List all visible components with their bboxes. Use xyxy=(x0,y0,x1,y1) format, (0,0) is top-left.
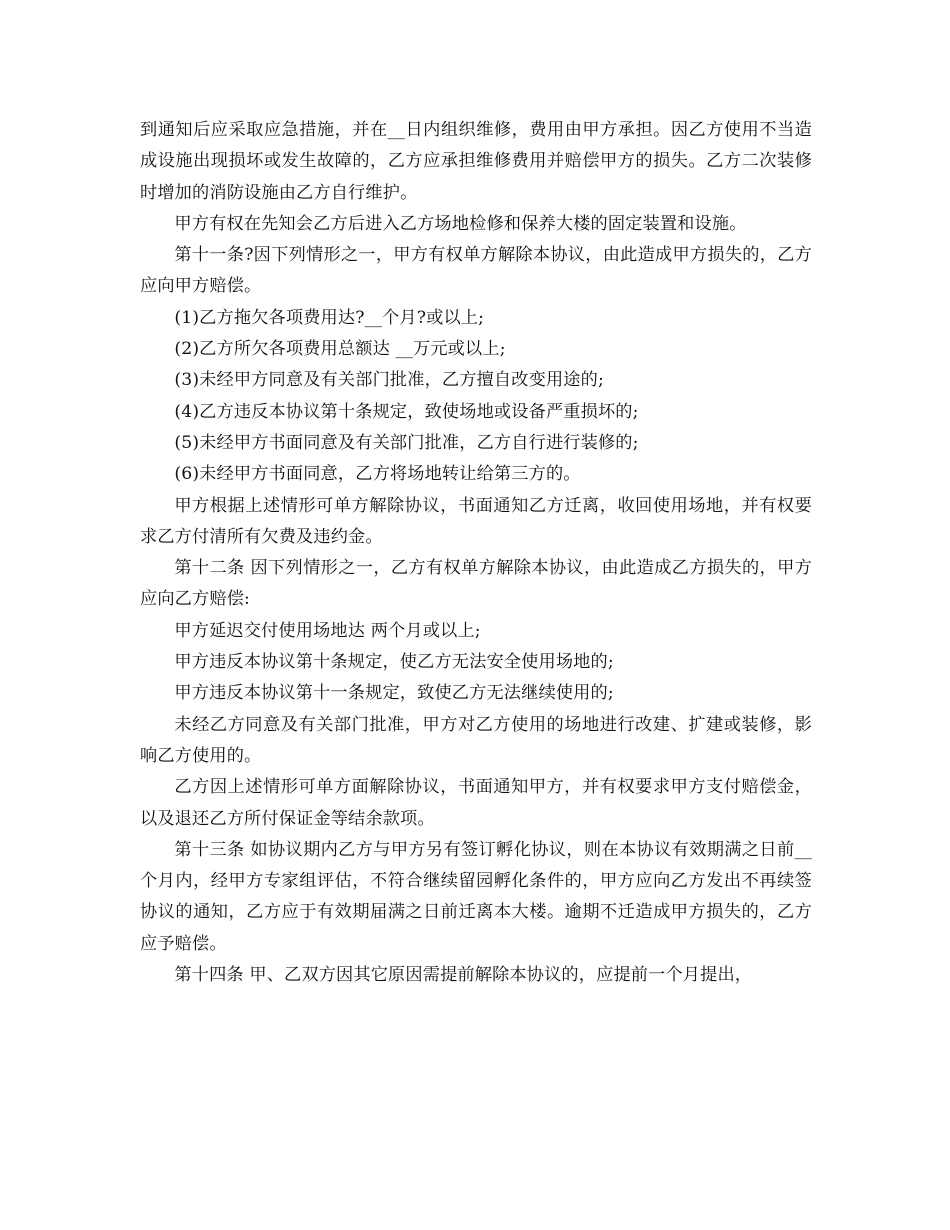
paragraph-repair-obligation: 到通知后应采取应急措施，并在__日内组织维修，费用由甲方承担。因乙方使用不当造成设施出现损坏或发生故障的，乙方应承担维修费用并赔偿甲方的损失。乙方二次装修时增加的消防设施由乙方自行维护。 xyxy=(140,120,812,203)
list-item-11-6: (6)未经甲方书面同意，乙方将场地转让给第三方的。 xyxy=(174,464,581,485)
paragraph-party-b-termination: 乙方因上述情形可单方面解除协议，书面通知甲方，并有权要求甲方支付赔偿金，以及退还乙方所付保证金等结余款项。 xyxy=(140,777,812,829)
list-item-12-2: 甲方违反本协议第十条规定，使乙方无法安全使用场地的; xyxy=(174,652,614,673)
paragraph-article-12: 第十二条 因下列情形之一，乙方有权单方解除本协议，由此造成乙方损失的，甲方应向乙方赔偿: xyxy=(140,558,812,610)
paragraph-party-a-termination: 甲方根据上述情形可单方解除协议，书面通知乙方迁离，收回使用场地，并有权要求乙方付清所有欠费及违约金。 xyxy=(140,495,812,547)
document-body xyxy=(140,115,812,991)
paragraph-article-11: 第十一条?因下列情形之一，甲方有权单方解除本协议，由此造成甲方损失的，乙方应向甲方赔偿。 xyxy=(140,245,812,297)
list-item-11-5: (5)未经甲方书面同意及有关部门批准，乙方自行进行装修的; xyxy=(174,432,639,453)
list-item-12-1: 甲方延迟交付使用场地达 两个月或以上; xyxy=(174,620,481,641)
paragraph-article-14: 第十四条 甲、乙双方因其它原因需提前解除本协议的，应提前一个月提出， xyxy=(174,965,753,986)
list-item-12-3: 甲方违反本协议第十一条规定，致使乙方无法继续使用的; xyxy=(174,683,614,704)
list-item-11-3: (3)未经甲方同意及有关部门批准，乙方擅自改变用途的; xyxy=(174,370,604,391)
list-item-12-4: 未经乙方同意及有关部门批准，甲方对乙方使用的场地进行改建、扩建或装修，影响乙方使用的。 xyxy=(140,714,812,766)
paragraph-article-13: 第十三条 如协议期内乙方与甲方另有签订孵化协议，则在本协议有效期满之日前__个月内，经甲方专家组评估，不符合继续留园孵化条件的，甲方应向乙方发出不再续签协议的通知，乙方应于有效期届满之日前迁离本大楼。逾期不迁造成甲方损失的，乙方应予赔偿。 xyxy=(140,839,812,954)
list-item-11-1: (1)乙方拖欠各项费用达?__个月?或以上; xyxy=(174,307,485,328)
list-item-11-4: (4)乙方违反本协议第十条规定，致使场地或设备严重损坏的; xyxy=(174,401,639,422)
paragraph-inspection-right: 甲方有权在先知会乙方后进入乙方场地检修和保养大楼的固定装置和设施。 xyxy=(174,213,747,234)
list-item-11-2: (2)乙方所欠各项费用总额达 __万元或以上; xyxy=(174,339,506,360)
